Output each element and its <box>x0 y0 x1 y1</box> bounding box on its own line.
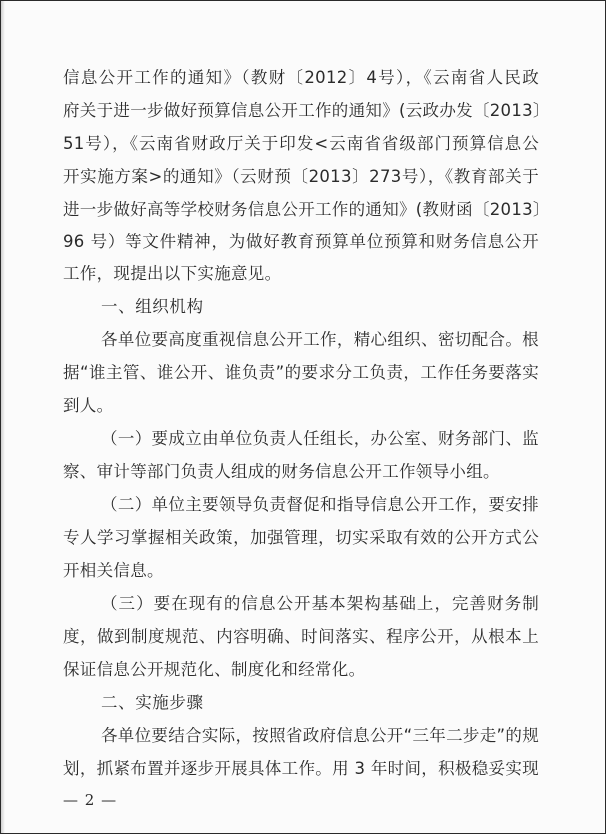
list-item-line: 度，做到制度规范、内容明确、时间落实、程序公开，从根本上 <box>63 627 539 646</box>
list-item-line: （一）要成立由单位负责人任组长，办公室、财务部门、监 <box>101 429 539 448</box>
body-text-line: 51号），《云南省财政厅关于印发<云南省省级部门预算信息公 <box>63 134 539 153</box>
body-text-line: 府关于进一步做好预算信息公开工作的通知》(云政办发〔2013〕 <box>63 101 550 120</box>
body-text-line: 开实施方案>的通知》（云财预〔2013〕273号），《教育部关于 <box>63 167 539 186</box>
body-text-line: 据“谁主管、谁公开、谁负责”的要求分工负责，工作任务要落实 <box>63 363 539 382</box>
list-item-line: （二）单位主要领导负责督促和指导信息公开工作，要安排 <box>101 495 539 514</box>
body-text-line: 划，抓紧布置并逐步开展具体工作。用 3 年时间，积极稳妥实现 <box>63 759 539 778</box>
body-text-line: 进一步做好高等学校财务信息公开工作的通知》(教财函〔2013〕 <box>63 200 550 219</box>
body-text-line: 工作，现提出以下实施意见。 <box>63 264 282 283</box>
list-item-line: 察、审计等部门负责人组成的财务信息公开工作领导小组。 <box>63 462 500 481</box>
list-item-line: 专人学习掌握相关政策，加强管理，切实采取有效的公开方式公 <box>63 528 539 547</box>
body-text-line: 信息公开工作的通知》（教财〔2012〕4号），《云南省人民政 <box>63 68 539 87</box>
body-text-line: 到人。 <box>63 396 114 415</box>
body-text-line: 96 号）等文件精神，为做好教育预算单位预算和财务信息公开 <box>63 232 539 251</box>
page-edge-shadow <box>1 1 5 833</box>
list-item-line: 保证信息公开规范化、制度化和经常化。 <box>63 660 366 679</box>
list-item-line: 开相关信息。 <box>63 561 164 580</box>
section-heading-organization: 一、组织机构 <box>101 297 204 316</box>
body-text-line: 各单位要高度重视信息公开工作，精心组织、密切配合。根 <box>101 330 539 349</box>
body-text-line: 各单位要结合实际，按照省政府信息公开“三年二步走”的规 <box>101 726 539 745</box>
list-item-line: （三）要在现有的信息公开基本架构基础上，完善财务制 <box>101 594 539 613</box>
page-number: — 2 — <box>63 791 118 809</box>
section-heading-implementation-steps: 二、实施步骤 <box>101 693 204 712</box>
